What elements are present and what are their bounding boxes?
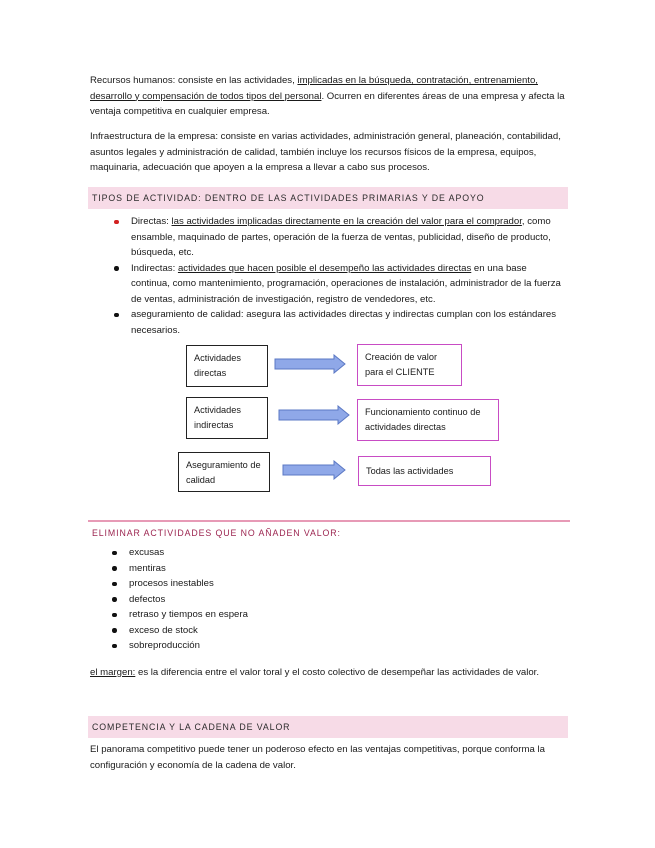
list-item: retraso y tiempos en espera xyxy=(108,607,408,623)
infraestructura-paragraph: Infraestructura de la empresa: consiste en varias actividades, administración general, planeación, contabilidad, asuntos legales y administración de calidad, también incluye los recursos físicos de la empresa, equipos, maquinaria, adecuación que apoyen a la empresa a llevar a cabo sus procesos. xyxy=(90,131,561,173)
rrhh-rest: . Ocurren en diferentes áreas de una empresa y afecta la ventaja competitiva en cualquier empresa. xyxy=(90,90,565,117)
list-item: excusas xyxy=(108,545,408,561)
section-heading-eliminar xyxy=(88,525,570,541)
rrhh-underlined: implicadas en la búsqueda, contratación, entrenamiento, desarrollo y compensación de todos tipos del personal xyxy=(90,75,538,102)
bullet-underlined: las actividades implicadas directamente en la creación del valor para el comprador xyxy=(171,216,522,227)
list-item: exceso de stock xyxy=(108,623,408,639)
rrhh-paragraph xyxy=(90,73,575,120)
arrow-right-icon xyxy=(282,460,346,480)
section-heading-tipos: TIPOS DE ACTIVIDAD: DENTRO DE LAS ACTIVIDADES PRIMARIAS Y DE APOYO xyxy=(88,187,568,209)
list-item: procesos inestables xyxy=(108,576,408,592)
list-item: defectos xyxy=(108,592,408,608)
diagram-box-left: Aseguramiento de calidad xyxy=(178,452,270,492)
margen-text: es la diferencia entre el valor toral y el costo colectivo de desempeñar las actividades de valor. xyxy=(135,667,540,678)
diagram-box-left: Actividades directas xyxy=(186,345,268,387)
heading-rule xyxy=(88,520,570,522)
bullet-indirectas xyxy=(110,261,568,308)
bullet-rest: , como ensamble, maquinado de partes, operación de la fuerza de ventas, publicidad, diseño de producto, búsqueda, etc. xyxy=(131,216,551,258)
bullet-rest: asegura las actividades directas y indirectas cumplan con los estándares necesarios. xyxy=(131,309,557,336)
bullet-aseguramiento xyxy=(110,307,568,338)
diagram-box-right: Creación de valor para el CLIENTE xyxy=(357,344,462,386)
margen-paragraph xyxy=(90,665,570,681)
section-heading-text: ELIMINAR ACTIVIDADES QUE NO AÑADEN VALOR: xyxy=(92,528,341,538)
bullet-underlined: actividades que hacen posible el desempeño las actividades directas xyxy=(177,262,472,274)
diagram-box-left: Actividades indirectas xyxy=(186,397,268,439)
bullet-rest: en una base continua, como mantenimiento, programación, operaciones de instalación, administrador de la fuerza de ventas, administración de investigación, registro de vendedores, etc. xyxy=(131,262,561,305)
list-item: mentiras xyxy=(108,561,408,577)
list-item: sobreproducción xyxy=(108,638,408,654)
diagram-box-right: Todas las actividades xyxy=(358,456,491,486)
bullet-lead: aseguramiento de calidad: xyxy=(131,309,247,320)
arrow-right-icon xyxy=(274,354,346,374)
diagram-box-right: Funcionamiento continuo de actividades directas xyxy=(357,399,499,441)
bullet-directas xyxy=(110,214,568,261)
competencia-paragraph: El panorama competitivo puede tener un poderoso efecto en las ventajas competitivas, porque conforma la configuración y economía de la cadena de valor. xyxy=(90,744,545,771)
tipos-bullet-list xyxy=(110,214,568,338)
bullet-lead: Indirectas: xyxy=(131,262,178,274)
arrow-right-icon xyxy=(278,405,350,425)
section-heading-competencia: COMPETENCIA Y LA CADENA DE VALOR xyxy=(88,716,568,738)
rrhh-label: Recursos humanos: consiste en las actividades, xyxy=(90,75,298,86)
eliminar-bullet-list xyxy=(108,545,408,654)
bullet-lead: Directas: xyxy=(131,216,172,227)
margen-term: el margen: xyxy=(90,667,136,678)
